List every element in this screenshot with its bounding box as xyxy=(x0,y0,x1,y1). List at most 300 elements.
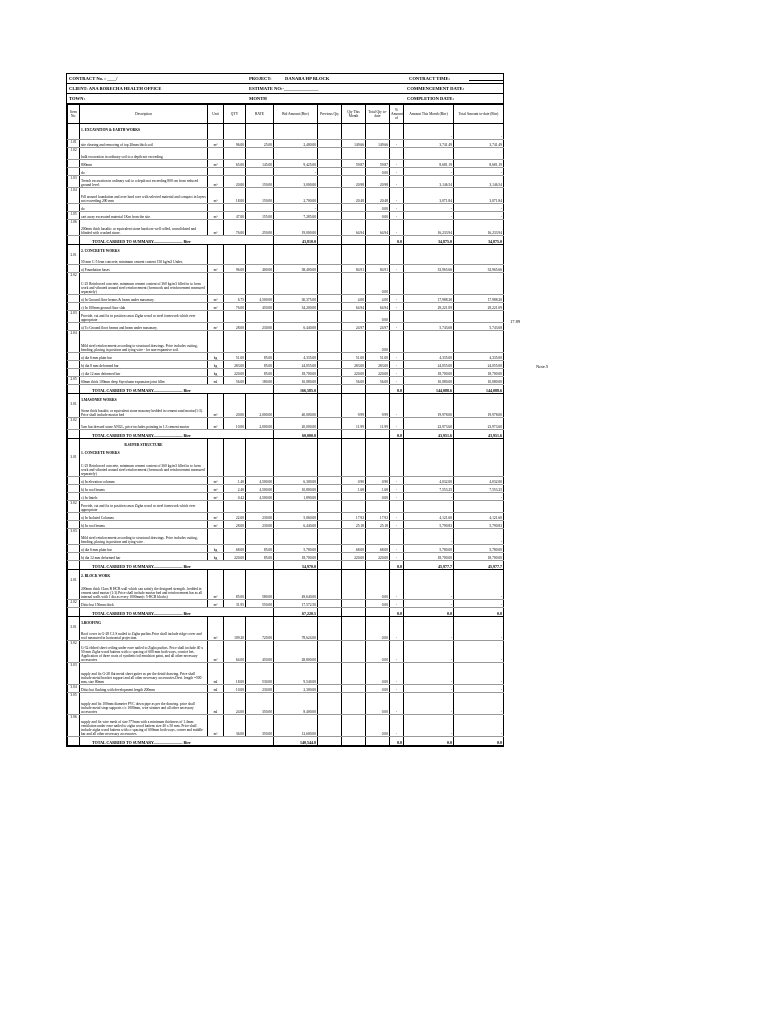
cell-qty: 10.00 xyxy=(224,685,246,693)
total-row xyxy=(68,236,504,245)
cell-rate: 720.00 xyxy=(246,625,274,641)
cell-qty-this-month xyxy=(342,693,366,715)
cell-qty: 65.00 xyxy=(224,160,246,168)
cell-unit xyxy=(208,132,224,140)
cell-percent: - xyxy=(390,513,404,521)
cell-qty: 18.00 xyxy=(224,663,246,685)
cell-qty-this-month: 20.48 xyxy=(342,188,366,204)
item-row xyxy=(68,477,504,485)
cell-qty: 220.00 xyxy=(224,553,246,561)
cell-bid-amount: 5,780.00 xyxy=(274,545,318,553)
cell-total-amount: 144,088.6 xyxy=(454,385,504,394)
cell-description: G-32 ribbed sheet ceiling under eave nailed to Zigba purlins. Price shall include 40 x 50 mm Zigba wood battens with cc spacing of 600 mm both ways, cornice bet, Application of three coats of synthetic/oil emulsion paint, and all other necessary accessories xyxy=(80,641,208,663)
cell-qty-this-month: 59.87 xyxy=(342,160,366,168)
cell-unit: m² xyxy=(208,715,224,737)
item-row xyxy=(68,553,504,561)
cell-percent: - xyxy=(390,553,404,561)
cell-unit: m² xyxy=(208,513,224,521)
cell-bid-amount: - xyxy=(274,204,318,212)
cell-qty-this-month xyxy=(342,168,366,176)
cell-qty-this-month xyxy=(342,501,366,513)
cell-amount-this-month xyxy=(404,501,454,513)
cell-qty: 85.00 xyxy=(224,578,246,600)
cell-qty: 56.00 xyxy=(224,377,246,385)
cell-unit: m² xyxy=(208,220,224,236)
cell-rate xyxy=(246,501,274,513)
cell-total-amount xyxy=(454,455,504,477)
item-row xyxy=(68,369,504,377)
cell-percent: 0.0 xyxy=(390,737,404,746)
cell-qty: 76.00 xyxy=(224,220,246,236)
cell-amount-this-month: 0.0 xyxy=(404,608,454,617)
cell-item-no xyxy=(68,545,80,553)
cell-bid-amount: 54,970.0 xyxy=(274,561,318,570)
cell-total-amount: 5,743.68 xyxy=(454,323,504,331)
cell-percent: 0.0 xyxy=(390,385,404,394)
cell-qty-this-month xyxy=(342,148,366,160)
item-row xyxy=(68,220,504,236)
cell-total-qty: 59.87 xyxy=(366,160,390,168)
cell-description xyxy=(80,132,208,140)
cell-bid-amount xyxy=(274,311,318,323)
cell-unit: m² xyxy=(208,140,224,148)
cell-total-qty: 0.00 xyxy=(366,212,390,220)
cell-percent: - xyxy=(390,188,404,204)
cell-qty: 31.95 xyxy=(224,600,246,608)
cell-total-qty: 11.99 xyxy=(366,418,390,430)
cell-total-amount: 5,780.00 xyxy=(454,545,504,553)
cell-bid-amount: 8,400.00 xyxy=(274,693,318,715)
cell-amount-this-month: - xyxy=(404,132,454,140)
completion-date: COMPLETION DATE: xyxy=(407,96,455,101)
cell-description: b) In roof beams xyxy=(80,485,208,493)
cell-description: Stone thick basaltic or equivalent stone masonry bedded in cement sand mortar(1:3). Price shall include mortar bed xyxy=(80,402,208,418)
cell-amount-this-month: 24,055.00 xyxy=(404,361,454,369)
cell-previous-qty xyxy=(318,369,342,377)
cell-qty-this-month xyxy=(342,204,366,212)
cell-rate: 4,500.00 xyxy=(246,477,274,485)
cell-bid-amount: 9,425.00 xyxy=(274,160,318,168)
item-row xyxy=(68,168,504,176)
cell-bid-amount: 18,700.00 xyxy=(274,553,318,561)
cell-rate: 2,000.00 xyxy=(246,402,274,418)
cell-qty-this-month xyxy=(342,625,366,641)
cell-bid-amount xyxy=(274,455,318,477)
cell-amount-this-month: 8,681.19 xyxy=(404,160,454,168)
cell-bid-amount xyxy=(274,331,318,353)
cell-unit xyxy=(208,455,224,477)
cell-amount-this-month: - xyxy=(404,715,454,737)
cell-item-no xyxy=(68,323,80,331)
cell-qty-this-month: 68.00 xyxy=(342,545,366,553)
cell-previous-qty xyxy=(318,402,342,418)
cell-amount-this-month: 4,121.60 xyxy=(404,513,454,521)
cell-unit: m² xyxy=(208,418,224,430)
cell-item-no: 3.06 xyxy=(68,715,80,737)
cell-previous-qty xyxy=(318,545,342,553)
cell-description: 2. CONCRETE WORKS xyxy=(80,245,208,253)
cell-total-qty: 1.68 xyxy=(366,485,390,493)
cell-bid-amount: 18,700.00 xyxy=(274,369,318,377)
cell-previous-qty xyxy=(318,663,342,685)
cell-description: 60mm thick 100mm deep Styrofoam expansion joint filler. xyxy=(80,377,208,385)
cell-rate xyxy=(246,273,274,295)
cell-amount-this-month: 7,553.25 xyxy=(404,485,454,493)
cell-bid-amount: 6,440.00 xyxy=(274,323,318,331)
cell-total-qty: 283.00 xyxy=(366,361,390,369)
cell-rate xyxy=(246,311,274,323)
cell-amount-this-month: 3,741.49 xyxy=(404,140,454,148)
cell-rate xyxy=(246,529,274,545)
col-unit: Unit xyxy=(208,105,224,124)
cell-description: B.SUPER STRUCTURE xyxy=(80,439,208,447)
col-total-qty: Total Qty to-date xyxy=(366,105,390,124)
cell-qty-this-month xyxy=(342,493,366,501)
cell-percent: - xyxy=(390,663,404,685)
cell-qty-this-month xyxy=(342,253,366,265)
cell-bid-amount: 20,000.00 xyxy=(274,418,318,430)
item-row xyxy=(68,148,504,160)
col-previous-qty: Previous Qty xyxy=(318,105,342,124)
cell-description: Roof cover in G-28 C.I.S nailed to Zigba purlins.Price shall include ridge cover and roof measured in horizontal projection. xyxy=(80,625,208,641)
cell-total-qty: 0.00 xyxy=(366,693,390,715)
cell-item-no: 2.01 xyxy=(68,578,80,600)
cell-description: b) In roof beams xyxy=(80,521,208,529)
cell-total-amount: - xyxy=(454,641,504,663)
cell-item-no xyxy=(68,361,80,369)
cell-bid-amount: 10,080.00 xyxy=(274,377,318,385)
cell-bid-amount: 9,540.00 xyxy=(274,663,318,685)
cell-rate: 250.00 xyxy=(246,220,274,236)
cell-description: 50 mm C-5 lean concrete, minimum cement content 150 kg/m3 Under, xyxy=(80,253,208,265)
cell-previous-qty xyxy=(318,212,342,220)
cell-bid-amount: 78,624.00 xyxy=(274,625,318,641)
cell-bid-amount: 28,800.00 xyxy=(274,641,318,663)
cell-description: supply and fix G-28 flat metal sheet gutter as per the detail drawing. Price shall include metal bracket support and all other necessary accessories.Devt. length =500 mm, size 80mm xyxy=(80,663,208,685)
cell-total-amount: 3,071.84 xyxy=(454,188,504,204)
cell-description: Ditto but 150mm thick xyxy=(80,600,208,608)
cell-percent xyxy=(390,148,404,160)
cell-total-amount: 17,988.20 xyxy=(454,295,504,303)
cell-percent xyxy=(390,253,404,265)
cell-total-qty xyxy=(366,455,390,477)
cell-description: TOTAL CARRIED TO SUMMARY............................. Birr xyxy=(80,608,274,617)
cell-qty: 47.00 xyxy=(224,212,246,220)
cell-previous-qty xyxy=(318,220,342,236)
cell-previous-qty xyxy=(318,477,342,485)
cell-bid-amount xyxy=(274,253,318,265)
cell-percent: - xyxy=(390,418,404,430)
cell-amount-this-month: - xyxy=(404,168,454,176)
cell-description: a) To Ground floor beams and beam under masonary. xyxy=(80,323,208,331)
cell-total-amount: 45,977.7 xyxy=(454,561,504,570)
cell-amount-this-month: 5,780.00 xyxy=(404,545,454,553)
header-row-3 xyxy=(67,94,503,104)
cell-previous-qty xyxy=(318,578,342,600)
cell-total-amount: 4,121.60 xyxy=(454,513,504,521)
cell-total-amount: - xyxy=(454,625,504,641)
cell-bid-amount: - xyxy=(274,168,318,176)
cell-qty: 220.00 xyxy=(224,369,246,377)
cell-qty: 51.00 xyxy=(224,353,246,361)
cell-total-qty: 4.00 xyxy=(366,295,390,303)
cell-rate: 85.00 xyxy=(246,369,274,377)
cell-percent: - xyxy=(390,168,404,176)
cell-percent: - xyxy=(390,685,404,693)
cell-item-no: 1.06 xyxy=(68,220,80,236)
cell-rate: 180.00 xyxy=(246,377,274,385)
cell-total-amount xyxy=(454,311,504,323)
cell-amount-this-month: - xyxy=(404,578,454,600)
cell-qty: 10.00 xyxy=(224,418,246,430)
cell-unit: m³ xyxy=(208,212,224,220)
cell-total-amount: 33,965.66 xyxy=(454,265,504,273)
cell-percent: 0.0 xyxy=(390,430,404,439)
cell-item-no xyxy=(68,493,80,501)
cell-item-no: 3.01 xyxy=(68,402,80,418)
cell-unit: m² xyxy=(208,303,224,311)
cell-item-no: 3.02 xyxy=(68,418,80,430)
cell-percent xyxy=(390,501,404,513)
cell-item-no: 2.02 xyxy=(68,600,80,608)
cell-percent: - xyxy=(390,477,404,485)
cell-qty-this-month: 24.97 xyxy=(342,323,366,331)
cell-previous-qty xyxy=(318,625,342,641)
cell-bid-amount: 34,200.00 xyxy=(274,303,318,311)
cell-bid-amount: 67,220.5 xyxy=(274,608,318,617)
cell-amount-this-month xyxy=(404,273,454,295)
cell-rate xyxy=(246,204,274,212)
cell-amount-this-month: 29,221.09 xyxy=(404,303,454,311)
cell-description: do xyxy=(80,168,208,176)
cell-description: 5cm but dressed stone ANGL, price includes pointing in 1:3 cement mortar xyxy=(80,418,208,430)
cell-bid-amount: 2,400.00 xyxy=(274,140,318,148)
cell-qty-this-month: 4.00 xyxy=(342,295,366,303)
cell-total-amount: 5,790.83 xyxy=(454,521,504,529)
cell-item-no xyxy=(68,132,80,140)
cell-item-no: 3.02 xyxy=(68,501,80,513)
cell-unit: ml xyxy=(208,693,224,715)
cell-rate: 85.00 xyxy=(246,545,274,553)
cell-amount-this-month: - xyxy=(404,693,454,715)
cell-total-amount: 43,951.6 xyxy=(454,430,504,439)
cell-previous-qty xyxy=(318,377,342,385)
cell-total-amount: 3,146.54 xyxy=(454,176,504,188)
cell-percent: - xyxy=(390,715,404,737)
cell-total-amount xyxy=(454,331,504,353)
col-percent: % Amount of xyxy=(390,105,404,124)
section-heading-row xyxy=(68,570,504,578)
cell-previous-qty xyxy=(318,600,342,608)
cell-description: b) dia 12 mm deformed bar xyxy=(80,553,208,561)
cell-unit: m² xyxy=(208,600,224,608)
boq-body xyxy=(68,124,504,746)
column-header-row xyxy=(68,105,504,124)
cell-qty xyxy=(224,273,246,295)
cell-percent: - xyxy=(390,204,404,212)
cell-percent: - xyxy=(390,212,404,220)
cell-qty-this-month: 20.98 xyxy=(342,176,366,188)
item-row xyxy=(68,625,504,641)
cell-description: 1. CONCRETE WORKS xyxy=(80,447,208,455)
cell-bid-amount: 24,055.00 xyxy=(274,361,318,369)
cell-qty-this-month: 283.00 xyxy=(342,361,366,369)
cell-total-amount: - xyxy=(454,663,504,685)
cell-unit: ml xyxy=(208,663,224,685)
cell-amount-this-month xyxy=(404,331,454,353)
item-row xyxy=(68,545,504,553)
month: MONTH xyxy=(249,96,267,101)
cell-rate: 25.00 xyxy=(246,140,274,148)
section-heading-row xyxy=(68,447,504,455)
cell-rate: 530.00 xyxy=(246,663,274,685)
item-row xyxy=(68,455,504,477)
item-row xyxy=(68,715,504,737)
cell-previous-qty xyxy=(318,188,342,204)
item-row xyxy=(68,402,504,418)
cell-amount-this-month: 43,951.6 xyxy=(404,430,454,439)
cell-percent: - xyxy=(390,402,404,418)
cell-bid-amount xyxy=(274,529,318,545)
total-row xyxy=(68,737,504,746)
cell-previous-qty xyxy=(318,176,342,188)
cell-qty: 24.00 xyxy=(224,693,246,715)
cell-previous-qty xyxy=(318,353,342,361)
cell-total-amount xyxy=(454,148,504,160)
cell-unit: kg xyxy=(208,553,224,561)
cell-total-amount: 18,700.00 xyxy=(454,553,504,561)
cell-total-amount: - xyxy=(454,715,504,737)
cell-qty-this-month: 149.66 xyxy=(342,140,366,148)
item-row xyxy=(68,493,504,501)
cell-rate xyxy=(246,253,274,265)
cell-unit: ml xyxy=(208,377,224,385)
cell-description: cart away excavated material 1Km from the site. xyxy=(80,212,208,220)
cell-description: C-25 Reinforced concrete, minimum cement content of 360 kg/m3 filled in to form work and vibrated around steel reinforcement (formwork and reinforcement measured separately) xyxy=(80,273,208,295)
cell-unit: m³ xyxy=(208,188,224,204)
cell-bid-amount: 3,000.00 xyxy=(274,176,318,188)
cell-qty: 20.00 xyxy=(224,176,246,188)
cell-total-amount: 10,080.00 xyxy=(454,377,504,385)
cell-bid-amount: 2,300.00 xyxy=(274,685,318,693)
side-note-2: Note.5 xyxy=(536,364,549,369)
cell-previous-qty xyxy=(318,521,342,529)
cell-qty: 64.00 xyxy=(224,641,246,663)
cell-bid-amount xyxy=(274,132,318,140)
cell-unit: m³ xyxy=(208,176,224,188)
cell-total-qty xyxy=(366,132,390,140)
cell-total-qty: 0.00 xyxy=(366,311,390,323)
contract-time-value xyxy=(469,74,503,81)
cell-qty-this-month: 51.00 xyxy=(342,353,366,361)
cell-total-qty: 17.92 xyxy=(366,513,390,521)
cell-unit: m² xyxy=(208,641,224,663)
cell-bid-amount: 7,285.00 xyxy=(274,212,318,220)
section-heading-row xyxy=(68,124,504,132)
cell-percent xyxy=(390,331,404,353)
cell-rate: 450.00 xyxy=(246,303,274,311)
cell-amount-this-month: 4,032.00 xyxy=(404,477,454,485)
cell-amount-this-month: - xyxy=(404,641,454,663)
cell-item-no xyxy=(68,204,80,212)
cell-amount-this-month: - xyxy=(404,493,454,501)
cell-qty-this-month xyxy=(342,641,366,663)
cell-total-qty: 0.00 xyxy=(366,331,390,353)
header-row-1 xyxy=(67,74,503,84)
cell-rate: 150.00 xyxy=(246,188,274,204)
cell-total-qty: 0.00 xyxy=(366,168,390,176)
cell-rate: 230.00 xyxy=(246,513,274,521)
cell-item-no: 1.03 xyxy=(68,176,80,188)
cell-qty-this-month xyxy=(342,600,366,608)
cell-total-qty: 0.00 xyxy=(366,600,390,608)
cell-qty-this-month xyxy=(342,578,366,600)
cell-total-qty: 25.18 xyxy=(366,521,390,529)
cell-qty-this-month: 220.00 xyxy=(342,369,366,377)
boq-table xyxy=(67,104,504,746)
cell-item-no: 3.04 xyxy=(68,685,80,693)
cell-rate xyxy=(246,455,274,477)
cell-amount-this-month: 33,965.66 xyxy=(404,265,454,273)
subsection-heading-row xyxy=(68,439,504,447)
cell-bid-amount: 4,335.00 xyxy=(274,353,318,361)
cell-bid-amount: 19,000.00 xyxy=(274,220,318,236)
cell-qty-this-month xyxy=(342,529,366,545)
cell-amount-this-month: 10,080.00 xyxy=(404,377,454,385)
cell-amount-this-month: - xyxy=(404,529,454,545)
cell-unit: kg xyxy=(208,353,224,361)
cell-total-qty: 64.94 xyxy=(366,220,390,236)
cell-total-qty: 0.00 xyxy=(366,204,390,212)
cell-item-no: 1.01 xyxy=(68,140,80,148)
cell-previous-qty xyxy=(318,160,342,168)
cell-description: a) In elevation columns xyxy=(80,477,208,485)
cell-rate: 350.00 xyxy=(246,693,274,715)
cell-total-amount: - xyxy=(454,693,504,715)
cell-percent: - xyxy=(390,353,404,361)
col-description: Description xyxy=(80,105,208,124)
cell-previous-qty xyxy=(318,303,342,311)
cell-unit xyxy=(208,148,224,160)
cell-qty: 22.00 xyxy=(224,513,246,521)
cell-qty: 20.00 xyxy=(224,402,246,418)
cell-percent xyxy=(390,311,404,323)
cell-item-no xyxy=(68,168,80,176)
cell-unit: m² xyxy=(208,323,224,331)
cell-total-amount: - xyxy=(454,493,504,501)
cell-unit: m² xyxy=(208,265,224,273)
cell-total-qty: 20.48 xyxy=(366,188,390,204)
cell-rate: 85.00 xyxy=(246,553,274,561)
cell-total-amount: - xyxy=(454,168,504,176)
item-row xyxy=(68,132,504,140)
estimate-no: ESTIMATE NO:-_______________ xyxy=(249,86,319,91)
cell-total-qty: 149.66 xyxy=(366,140,390,148)
cell-percent: - xyxy=(390,176,404,188)
cell-qty-this-month: 1.68 xyxy=(342,485,366,493)
cell-total-qty xyxy=(366,148,390,160)
cell-rate xyxy=(246,132,274,140)
item-row xyxy=(68,377,504,385)
cell-unit xyxy=(208,204,224,212)
cell-unit: kg xyxy=(208,361,224,369)
cell-unit: kg xyxy=(208,545,224,553)
cell-amount-this-month: 34,875.0 xyxy=(404,236,454,245)
cell-description: Mild steel reinforcement according to structural drawings. Price includes cutting, bending, placing in position and tying wire . xyxy=(80,529,208,545)
cell-bid-amount: 38,400.00 xyxy=(274,265,318,273)
cell-qty-this-month: 56.00 xyxy=(342,377,366,385)
cell-previous-qty xyxy=(318,715,342,737)
